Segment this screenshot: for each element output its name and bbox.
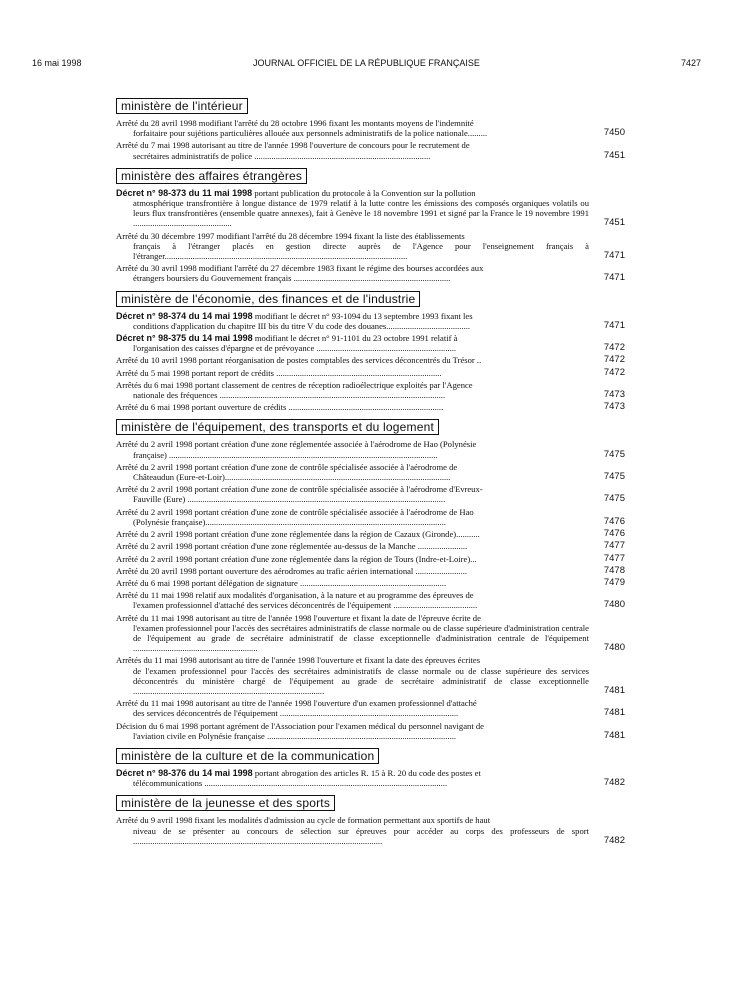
- toc-entry[interactable]: [116, 231, 625, 262]
- toc-entry[interactable]: [116, 590, 625, 610]
- entry-continuation: niveau de se présenter au concours de sélection sur épreuves pour accéder au corps des professeurs de sport ....................................................................................................................: [133, 825, 589, 846]
- entry-first-text: Arrêté du 7 mai 1998 autorisant au titre de l'année 1998 l'ouverture de concours pour le recrutement de: [116, 140, 470, 151]
- entry-text: [116, 380, 589, 400]
- ministry-title: ministère de l'économie, des finances et de l'industrie: [116, 291, 420, 307]
- page-reference[interactable]: 7451: [603, 149, 625, 161]
- decret-reference: Décret n° 98-376 du 14 mai 1998: [116, 767, 253, 778]
- entry-first-text: Arrêté du 9 avril 1998 fixant les modalités d'admission au cycle de formation permettant aux sportifs de haut: [116, 815, 491, 826]
- entry-continuation: l'examen professionnel pour l'accès des secrétaires administratifs de classe normale ou de classe supérieure d'administration centrale de l'équipement au grade de secrétaire administratif de classe exceptionnelle d'administration centrale de l'équipement ..........................................................: [133, 622, 589, 654]
- page-reference[interactable]: 7472: [603, 342, 625, 354]
- entry-text: [116, 484, 589, 504]
- entry-first-line: [116, 554, 589, 564]
- entry-first-text: Arrêté du 2 avril 1998 portant création d'une zone réglementée dans la région de Tours (Indre-et-Loire)...: [116, 553, 477, 564]
- entry-continuation: des services déconcentrés de l'équipement ...................................................................................: [133, 708, 459, 719]
- entry-continuation: française) .............................................................................................................................: [133, 449, 438, 460]
- page-reference[interactable]: 7475: [603, 448, 625, 460]
- toc-entry[interactable]: [116, 333, 625, 353]
- entry-first-line: [116, 655, 589, 665]
- page-reference[interactable]: 7482: [603, 777, 625, 789]
- page-reference[interactable]: 7477: [603, 552, 625, 564]
- entry-first-text: Arrêté du 2 avril 1998 portant création d'une zone réglementée dans la région de Cazaux (Gironde)...........: [116, 529, 480, 540]
- entry-continuation: conditions d'application du chapitre III bis du titre V du code des douanes.......................................: [133, 320, 471, 331]
- entry-continuation: nationale des fréquences .........................................................................................................: [133, 390, 446, 401]
- ministry-section: [116, 747, 625, 788]
- page-reference[interactable]: 7471: [603, 319, 625, 331]
- entry-first-line: [116, 439, 589, 449]
- entry-first-line: [116, 402, 589, 412]
- entry-first-line: [116, 140, 589, 150]
- page-reference[interactable]: 7475: [603, 471, 625, 483]
- decret-reference: Décret n° 98-373 du 11 mai 1998: [116, 187, 253, 198]
- entry-first-line: [116, 484, 589, 494]
- toc-entry[interactable]: [116, 578, 625, 588]
- entry-first-text: Arrêté du 30 décembre 1997 modifiant l'arrêté du 28 décembre 1994 fixant la liste des établissements: [116, 230, 465, 241]
- entry-first-text: Arrêté du 11 mai 1998 autorisant au titre de l'année 1998 l'ouverture d'un examen professionnel d'attaché: [116, 698, 477, 709]
- entry-text: [116, 721, 589, 741]
- entry-first-text: Arrêté du 2 avril 1998 portant création d'une zone de contrôle spécialisée associée à l'aérodrome de: [116, 461, 458, 472]
- entry-first-text: portant publication du protocole à la Convention sur la pollution: [252, 187, 476, 198]
- toc-entry[interactable]: [116, 380, 625, 400]
- toc-entry[interactable]: [116, 140, 625, 160]
- entry-text: [116, 140, 589, 160]
- ministry-title: ministère de l'intérieur: [116, 98, 248, 114]
- page-reference[interactable]: 7473: [603, 389, 625, 401]
- entry-text: [116, 541, 589, 551]
- page-reference[interactable]: 7482: [603, 834, 625, 846]
- entry-first-line: [116, 311, 589, 321]
- toc-entry[interactable]: [116, 118, 625, 138]
- entry-first-line: [116, 380, 589, 390]
- entry-continuation: de l'examen professionnel pour l'accès des secrétaires administratifs de classe normale ou de classe supérieure des services déconcentrés du ministère chargé de l'équipement au grade de secrétaire administratif de classe exceptionnelle .........................................................................................: [133, 665, 589, 696]
- entry-first-text: Arrêté du 2 avril 1998 portant création d'une zone de contrôle spécialisée associée à l'aérodrome d'Evreux-: [116, 484, 483, 495]
- page-reference[interactable]: 7450: [603, 127, 625, 139]
- toc-entry[interactable]: [116, 368, 625, 378]
- page-reference[interactable]: 7475: [603, 493, 625, 505]
- page-reference[interactable]: 7471: [603, 250, 625, 262]
- page-reference[interactable]: 7480: [603, 599, 625, 611]
- ministry-title: ministère des affaires étrangères: [116, 168, 307, 184]
- entry-text: [116, 529, 589, 539]
- ministry-title: ministère de la jeunesse et des sports: [116, 795, 335, 811]
- entry-text: [116, 311, 589, 331]
- entry-first-text: Arrêté du 11 mai 1998 autorisant au titre de l'année 1998 l'ouverture et fixant la date de l'épreuve écrite de: [116, 612, 481, 623]
- entry-first-line: [116, 578, 589, 588]
- entry-text: [116, 118, 589, 138]
- entry-first-text: modifiant le décret n° 93-1094 du 13 septembre 1993 fixant les: [252, 310, 473, 321]
- entry-text: [116, 188, 589, 229]
- entry-first-line: [116, 566, 589, 576]
- header-journal-title: JOURNAL OFFICIEL DE LA RÉPUBLIQUE FRANÇAISE: [253, 58, 480, 68]
- page-reference[interactable]: 7477: [603, 540, 625, 552]
- entry-continuation: atmosphérique transfrontière à longue distance de 1979 relatif à la lutte contre les émissions des composés organiques volatils ou leurs flux transfrontières (ensemble quatre annexes), fait à Genève le 18 novembre 1991 et signé par la France le 19 novembre 1991 ..............................................: [133, 198, 589, 229]
- decret-reference: Décret n° 98-375 du 14 mai 1998: [116, 333, 253, 344]
- entry-first-line: [116, 118, 589, 128]
- toc-entry[interactable]: [116, 484, 625, 504]
- page-reference[interactable]: 7473: [603, 401, 625, 413]
- entry-first-line: [116, 507, 589, 517]
- toc-entry[interactable]: [116, 613, 625, 654]
- entry-first-text: Arrêté du 6 mai 1998 portant ouverture de crédits ........................................................................: [116, 402, 444, 413]
- entry-first-text: Arrêté du 11 mai 1998 relatif aux modalités d'organisation, à la nature et au programme des épreuves de: [116, 590, 474, 601]
- entry-text: [116, 231, 589, 262]
- ministry-section: [116, 794, 625, 846]
- entry-first-text: Arrêté du 10 avril 1998 portant réorganisation de postes comptables des services déconcentrés du Trésor ..: [116, 355, 482, 366]
- toc-entry[interactable]: [116, 507, 625, 527]
- toc-entry[interactable]: [116, 698, 625, 718]
- entry-continuation: Châteaudun (Eure-et-Loir).........................................................................................................: [133, 472, 451, 483]
- header-page-number: 7427: [680, 58, 701, 68]
- ministry-section: [116, 418, 625, 740]
- entry-text: [116, 368, 589, 378]
- entry-continuation: français à l'étranger placés en gestion directe auprès de l'Agence pour l'enseignement français à l'étranger.................................................................................................................: [133, 240, 589, 262]
- page-reference[interactable]: 7476: [603, 515, 625, 527]
- page-reference[interactable]: 7481: [603, 707, 625, 719]
- entry-text: [116, 815, 589, 846]
- ministry-title: ministère de la culture et de la communication: [116, 748, 379, 764]
- entry-first-line: [116, 333, 589, 343]
- entry-first-text: Décision du 6 mai 1998 portant agrément de l'Association pour l'examen médical du personnel navigant de: [116, 720, 484, 731]
- entry-text: [116, 655, 589, 696]
- entry-text: [116, 355, 589, 365]
- toc-entry[interactable]: [116, 815, 625, 846]
- entry-first-line: [116, 355, 589, 365]
- decret-reference: Décret n° 98-374 du 14 mai 1998: [116, 310, 253, 321]
- entry-first-line: [116, 263, 589, 273]
- toc-entry[interactable]: [116, 311, 625, 331]
- entry-text: [116, 566, 589, 576]
- toc-entry[interactable]: [116, 554, 625, 564]
- entry-first-line: [116, 462, 589, 472]
- entry-text: [116, 698, 589, 718]
- page-reference[interactable]: 7476: [603, 528, 625, 540]
- entry-continuation: étrangers boursiers du Gouvernement français .........................................................................: [133, 273, 451, 284]
- entry-first-text: Arrêté du 2 avril 1998 portant création d'une zone de contrôle spécialisée associée à l'aérodrome de Hao: [116, 506, 474, 517]
- entry-first-text: Arrêté du 2 avril 1998 portant création d'une zone réglementée associée à l'aérodrome de Hao (Polynésie: [116, 439, 477, 450]
- entry-first-text: modifiant le décret n° 91-1101 du 23 octobre 1991 relatif à: [252, 333, 458, 344]
- entry-continuation: forfaitaire pour sujétions particulières allouée aux personnels administratifs de la police nationale.........: [133, 128, 488, 139]
- entry-continuation: l'organisation des caisses d'épargne et de prévoyance .................................................................: [133, 343, 457, 354]
- entry-continuation: (Polynésie française)................................................................................................................: [133, 516, 446, 527]
- page-reference[interactable]: 7472: [603, 366, 625, 378]
- entry-first-line: [116, 815, 589, 825]
- entry-text: [116, 590, 589, 610]
- toc-entry[interactable]: [116, 462, 625, 482]
- entry-first-line: [116, 231, 589, 241]
- toc-entry[interactable]: [116, 188, 625, 229]
- ministry-title: ministère de l'équipement, des transports et du logement: [116, 419, 439, 435]
- entry-text: [116, 263, 589, 283]
- entry-first-line: [116, 368, 589, 378]
- entry-first-text: portant abrogation des articles R. 15 à R. 20 du code des postes et: [252, 767, 481, 778]
- page-reference[interactable]: 7481: [603, 729, 625, 741]
- ministry-section: [116, 97, 625, 161]
- entry-continuation: l'aviation civile en Polynésie française ........................................................................................: [133, 730, 457, 741]
- entry-first-line: [116, 613, 589, 623]
- toc-entry[interactable]: [116, 439, 625, 459]
- page-reference[interactable]: 7481: [603, 684, 625, 696]
- entry-text: [116, 439, 589, 459]
- entry-first-text: Arrêté du 28 avril 1998 modifiant l'arrêté du 28 octobre 1996 fixant les montants moyens de l'indemnité: [116, 118, 474, 128]
- ministry-section: [116, 167, 625, 284]
- entry-text: [116, 462, 589, 482]
- entry-first-line: [116, 590, 589, 600]
- entry-text: [116, 507, 589, 527]
- entry-text: [116, 333, 589, 353]
- page-reference[interactable]: 7472: [603, 354, 625, 366]
- toc-entry[interactable]: [116, 355, 625, 365]
- entry-text: [116, 613, 589, 654]
- entry-first-line: [116, 768, 589, 778]
- entry-text: [116, 554, 589, 564]
- entry-first-text: Arrêté du 5 mai 1998 portant report de crédits .............................................................................: [116, 367, 442, 378]
- entry-text: [116, 402, 589, 412]
- entry-text: [116, 768, 589, 788]
- toc-entry[interactable]: [116, 529, 625, 539]
- toc-entry[interactable]: [116, 541, 625, 551]
- toc-entry[interactable]: [116, 402, 625, 412]
- page-reference[interactable]: 7478: [603, 564, 625, 576]
- entry-first-line: [116, 188, 589, 198]
- page-reference[interactable]: 7480: [603, 642, 625, 654]
- page-header: [32, 58, 701, 72]
- ministry-section: [116, 290, 625, 413]
- entry-continuation: l'examen professionnel d'attaché des services déconcentrés de l'équipement .......................................: [133, 600, 478, 611]
- entry-first-text: Arrêté du 20 avril 1998 portant ouverture des aérodromes au trafic aérien international ........................: [116, 565, 468, 576]
- entry-first-text: Arrêtés du 11 mai 1998 autorisant au titre de l'année 1998 l'ouverture et fixant la date des épreuves écrites: [116, 655, 481, 666]
- entry-first-text: Arrêtés du 6 mai 1998 portant classement de centres de réception radioélectrique exploités par l'Agence: [116, 379, 473, 390]
- page-reference[interactable]: 7479: [603, 576, 625, 588]
- entry-first-text: Arrêté du 6 mai 1998 portant délégation de signature ....................................................................: [116, 577, 447, 588]
- entry-first-line: [116, 541, 589, 551]
- entry-first-text: Arrêté du 30 avril 1998 modifiant l'arrêté du 27 décembre 1983 fixant le régime des bourses accordées aux: [116, 263, 484, 274]
- entry-first-text: Arrêté du 2 avril 1998 portant création d'une zone réglementée au-dessus de la Manche .......................: [116, 541, 468, 552]
- toc-entry[interactable]: [116, 655, 625, 696]
- entry-continuation: Fauville (Eure) ........................................................................................................................: [133, 494, 446, 505]
- toc-entry[interactable]: [116, 721, 625, 741]
- toc-entry[interactable]: [116, 263, 625, 283]
- entry-continuation: secrétaires administratifs de police ..................................................................................: [133, 150, 431, 161]
- entry-first-line: [116, 698, 589, 708]
- entry-first-line: [116, 721, 589, 731]
- table-of-contents: [116, 97, 625, 852]
- entry-first-line: [116, 529, 589, 539]
- header-date: 16 mai 1998: [32, 58, 82, 68]
- page-reference[interactable]: 7451: [603, 217, 625, 229]
- toc-entry[interactable]: [116, 566, 625, 576]
- toc-entry[interactable]: [116, 768, 625, 788]
- entry-continuation: télécommunications .................................................................................................................: [133, 778, 448, 789]
- entry-text: [116, 578, 589, 588]
- page-reference[interactable]: 7471: [603, 272, 625, 284]
